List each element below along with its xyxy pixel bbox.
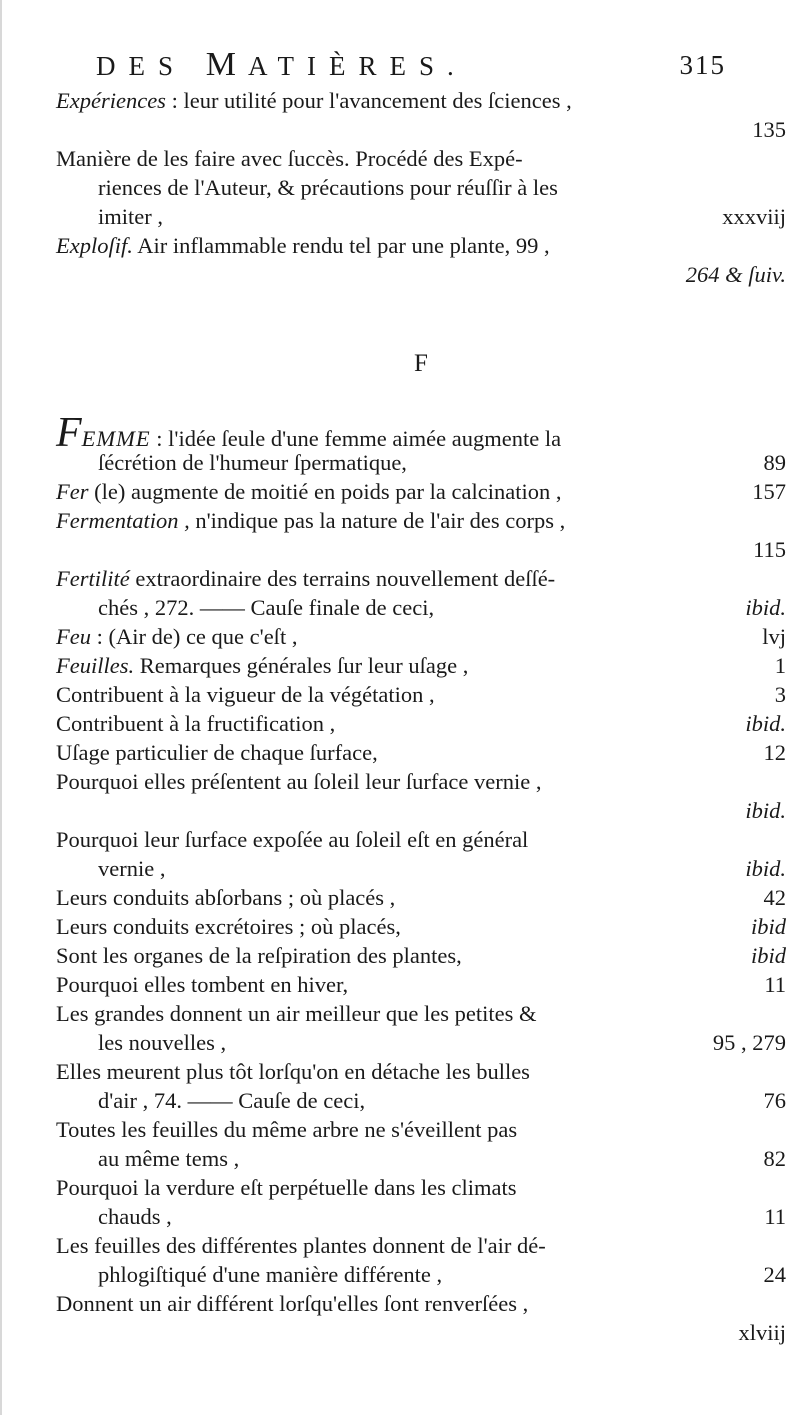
drop-capital: F: [56, 410, 82, 456]
index-content: [56, 86, 786, 1347]
page-ref: 82: [763, 1146, 786, 1171]
page-ref: ibid: [750, 914, 786, 939]
entry-text: Contribuent à la vigueur de la végétation ,: [56, 682, 435, 707]
entry-headword: Exploſif.: [56, 233, 133, 258]
entry-text: ſécrétion de l'humeur ſpermatique,: [98, 450, 407, 475]
running-title: [96, 46, 467, 84]
index-line: [56, 883, 786, 912]
index-line: [56, 999, 786, 1028]
entry-text: Sont les organes de la reſpiration des plantes,: [56, 943, 462, 968]
entry-text: n'indique pas la nature de l'air des corps ,: [189, 508, 566, 533]
index-line: [56, 115, 786, 144]
index-line: [56, 709, 786, 738]
index-line: [56, 448, 786, 477]
page-ref: 89: [763, 450, 786, 475]
index-line: [56, 202, 786, 231]
entry-text: extraordinaire des terrains nouvellement deſſé-: [129, 566, 556, 591]
entry-text: chés , 272. —— Cauſe finale de ceci,: [98, 595, 435, 620]
page-ref: ibid.: [745, 595, 786, 620]
entry-text: imiter ,: [98, 204, 163, 229]
entry-text: Les feuilles des différentes plantes donnent de l'air dé-: [56, 1233, 546, 1258]
index-line: [56, 970, 786, 999]
index-line: [56, 477, 786, 506]
entry-text: Pourquoi leur ſurface expoſée au ſoleil eſt en général: [56, 827, 529, 852]
page-ref: 3: [774, 682, 786, 707]
entry-text: Pourquoi elles tombent en hiver,: [56, 972, 349, 997]
index-line: [56, 1144, 786, 1173]
page-ref: ibid: [750, 943, 786, 968]
page-ref: 24: [763, 1262, 786, 1287]
index-line: [56, 1028, 786, 1057]
running-title-capital: M: [205, 46, 248, 83]
index-line: [56, 825, 786, 854]
page-ref: 11: [764, 972, 786, 997]
entry-text: Leurs conduits abſorbans ; où placés ,: [56, 885, 396, 910]
index-line: [56, 173, 786, 202]
entry-text: Pourquoi la verdure eſt perpétuelle dans les climats: [56, 1175, 517, 1200]
entry-text: : (Air de) ce que c'eſt ,: [90, 624, 298, 649]
entry-text: les nouvelles ,: [98, 1030, 227, 1055]
entry-text: Air inflammable rendu tel par une plante, 99 ,: [132, 233, 550, 258]
entry-text: chauds ,: [98, 1204, 172, 1229]
entry-text: : l'idée ſeule d'une femme aimée augmente la: [150, 426, 562, 451]
page-ref: 95 , 279: [712, 1030, 786, 1055]
entry-headword: Fer: [56, 479, 89, 504]
entry-text: (le) augmente de moitié en poids par la calcination ,: [88, 479, 562, 504]
page-ref: xxxviij: [722, 204, 786, 229]
page-ref: 115: [753, 537, 786, 562]
entry-headword: Fertilité: [56, 566, 130, 591]
entry-text: riences de l'Auteur, & précautions pour réuſſir à les: [98, 175, 558, 200]
index-line: [56, 1115, 786, 1144]
page-ref: ibid.: [745, 856, 786, 881]
section-letter: F: [414, 350, 428, 377]
page-ref: 76: [763, 1088, 786, 1113]
page-ref: xlviij: [738, 1320, 786, 1345]
entry-headword: Fermentation ,: [56, 508, 190, 533]
index-line: [56, 1289, 786, 1318]
page-number: 315: [679, 50, 726, 80]
page-ref: 135: [752, 117, 786, 142]
entry-text: Uſage particulier de chaque ſurface,: [56, 740, 378, 765]
entry-text: : leur utilité pour l'avancement des ſciences ,: [165, 88, 572, 113]
page-ref: 11: [764, 1204, 786, 1229]
feuilles-subentries: [56, 680, 786, 1347]
entry-text: Manière de les faire avec ſuccès. Procédé des Expé-: [56, 146, 523, 171]
index-line: [56, 1086, 786, 1115]
index-line: [56, 796, 786, 825]
page-ref: 157: [752, 479, 786, 504]
index-line: [56, 410, 786, 456]
entry-text: vernie ,: [98, 856, 166, 881]
page-edge: [0, 0, 2, 1415]
index-line: [56, 680, 786, 709]
index-line: [56, 535, 786, 564]
index-line: [56, 1318, 786, 1347]
entry-text: Donnent un air différent lorſqu'elles ſont renverſées ,: [56, 1291, 529, 1316]
index-line: [56, 593, 786, 622]
page-ref: lvj: [762, 624, 786, 649]
running-head: [96, 46, 726, 86]
entry-text: d'air , 74. —— Cauſe de ceci,: [98, 1088, 366, 1113]
entry-text: Les grandes donnent un air meilleur que les petites &: [56, 1001, 537, 1026]
page-ref: ibid.: [745, 711, 786, 736]
index-line: [56, 767, 786, 796]
index-line: [56, 1260, 786, 1289]
index-line: [56, 941, 786, 970]
entry-text: Pourquoi elles préſentent au ſoleil leur ſurface vernie ,: [56, 769, 542, 794]
index-line: [56, 1202, 786, 1231]
index-line: [56, 231, 786, 260]
index-line: [56, 651, 786, 680]
entry-text: Contribuent à la fructification ,: [56, 711, 336, 736]
index-line: [56, 854, 786, 883]
entry-text: Remarques générales ſur leur uſage ,: [134, 653, 469, 678]
entry-text: Elles meurent plus tôt lorſqu'on en détache les bulles: [56, 1059, 530, 1084]
page-ref: 1: [774, 653, 786, 678]
index-line: [56, 506, 786, 535]
page-ref: 12: [763, 740, 786, 765]
entry-headword: Expériences: [56, 88, 166, 113]
index-line: [56, 1231, 786, 1260]
index-line: [56, 622, 786, 651]
entry-text: phlogiſtiqué d'une manière différente ,: [98, 1262, 443, 1287]
entry-text: Toutes les feuilles du même arbre ne s'éveillent pas: [56, 1117, 518, 1142]
running-title-first: DES: [96, 51, 206, 81]
index-line: [56, 912, 786, 941]
page-ref: 42: [763, 885, 786, 910]
index-line: [56, 738, 786, 767]
index-line: [56, 564, 786, 593]
index-line: [56, 260, 786, 289]
entry-text: Leurs conduits excrétoires ; où placés,: [56, 914, 401, 939]
index-line: [56, 86, 786, 115]
entry-headword: Feuilles.: [56, 653, 135, 678]
page-ref: 264 & ſuiv.: [685, 262, 786, 287]
entry-text: au même tems ,: [98, 1146, 240, 1171]
index-line: [56, 1173, 786, 1202]
running-title-rest: ATIÈRES.: [248, 51, 467, 81]
index-line: [56, 144, 786, 173]
entry-headword: EMME: [81, 426, 151, 451]
entry-headword: Feu: [56, 624, 91, 649]
page-ref: ibid.: [745, 798, 786, 823]
index-line: [56, 1057, 786, 1086]
